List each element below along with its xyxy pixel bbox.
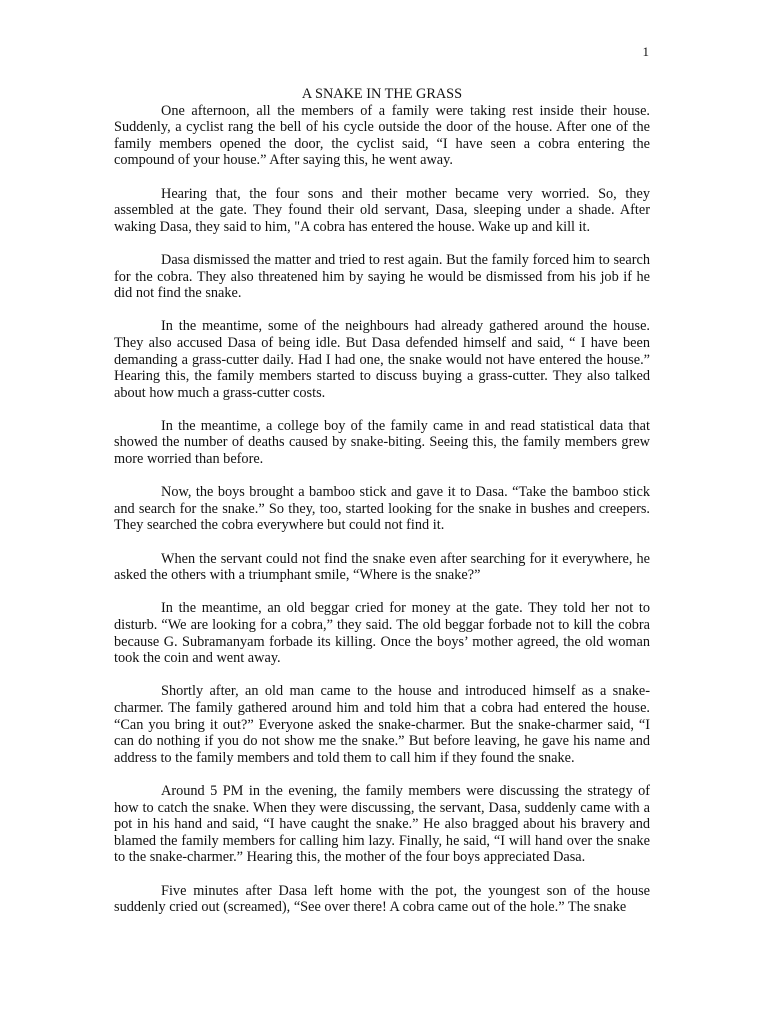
paragraph-8: In the meantime, an old beggar cried for money at the gate. They told her not to disturb. “We are looking for a cobra,” they said. The old beggar forbade not to kill the cobra because G. Subramanyam forbade its killing. Once the boys’ mother agreed, the old woman took the coin and went away.: [114, 600, 650, 667]
paragraph-3: Dasa dismissed the matter and tried to rest again. But the family forced him to search for the cobra. They also threatened him by saying he would be dismissed from his job if he did not find the snake.: [114, 251, 650, 302]
document-body: [114, 86, 650, 916]
document-title: A SNAKE IN THE GRASS: [301, 86, 463, 102]
paragraph-10: Around 5 PM in the evening, the family members were discussing the strategy of how to catch the snake. When they were discussing, the servant, Dasa, suddenly came with a pot in his hand and said, “I have caught the snake.” He also bragged about his bravery and blamed the family members for calling him lazy. Finally, he said, “I will hand over the snake to the snake-charmer.” Hearing this, the mother of the four boys appreciated Dasa.: [114, 782, 650, 866]
paragraph-1: One afternoon, all the members of a family were taking rest inside their house. Suddenly, a cyclist rang the bell of his cycle outside the door of the house. After one of the family members opened the door, the cyclist said, “I have seen a cobra entering the compound of your house.” After saying this, he went away.: [114, 102, 650, 169]
paragraph-2: Hearing that, the four sons and their mother became very worried. So, they assembled at the gate. They found their old servant, Dasa, sleeping under a shade. After waking Dasa, they said to him, "A cobra has entered the house. Wake up and kill it.: [114, 185, 650, 235]
paragraph-6: Now, the boys brought a bamboo stick and gave it to Dasa. “Take the bamboo stick and search for the snake.” So they, too, started looking for the snake in bushes and creepers. They searched the cobra everywhere but could not find it.: [114, 484, 650, 534]
paragraph-7: When the servant could not find the snake even after searching for it everywhere, he asked the others with a triumphant smile, “Where is the snake?”: [114, 550, 650, 584]
paragraph-5: In the meantime, a college boy of the family came in and read statistical data that showed the number of deaths caused by snake-biting. Seeing this, the family members grew more worried than before.: [114, 417, 650, 468]
page-number: 1: [642, 44, 649, 59]
paragraph-9: Shortly after, an old man came to the house and introduced himself as a snake-charmer. The family gathered around him and told him that a cobra had entered the house. “Can you bring it out?” Everyone asked the snake-charmer. But the snake-charmer said, “I can do nothing if you do not show me the snake.” But before leaving, he gave his name and address to the family members and told them to call him if they found the snake.: [114, 683, 650, 766]
paragraph-11: Five minutes after Dasa left home with the pot, the youngest son of the house suddenly cried out (screamed), “See over there! A cobra came out of the hole.” The snake: [114, 882, 650, 916]
paragraph-4: In the meantime, some of the neighbours had already gathered around the house. They also accused Dasa of being idle. But Dasa defended himself and said, “ I have been demanding a grass-cutter daily. Had I had one, the snake would not have entered the house.” Hearing this, the family members started to discuss buying a grass-cutter. They also talked about how much a grass-cutter costs.: [114, 318, 650, 401]
